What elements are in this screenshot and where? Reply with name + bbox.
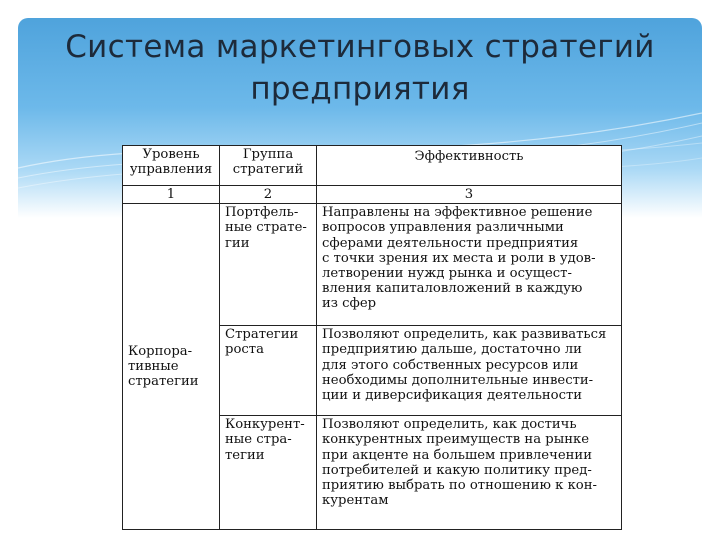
- group-cell: [220, 204, 317, 326]
- group-line: Конкурент-: [225, 417, 305, 433]
- header-group: [220, 146, 317, 186]
- level-line: тивные: [128, 359, 179, 374]
- effect-cell: [317, 326, 622, 416]
- slide-title-line-2: предприятия: [250, 71, 470, 107]
- group-line: Портфель-: [225, 205, 299, 221]
- group-cell: [220, 416, 317, 530]
- effect-line: приятию выбрать по отношению к кон-: [322, 478, 597, 494]
- effect-line: летворении нужд рынка и осущест-: [322, 266, 572, 282]
- effect-line: конкурентных преимуществ на рынке: [322, 432, 590, 448]
- header-effectiveness: Эффективность: [317, 146, 622, 186]
- header-group-line: стратегий: [232, 162, 304, 178]
- level-cell: [123, 204, 220, 530]
- strategy-table: [122, 145, 622, 530]
- effect-line: сферами деятельности предприятия: [322, 235, 579, 251]
- slide-title-line-1: Система маркетинговых стратегий: [65, 29, 655, 65]
- table-header-row: [123, 146, 622, 186]
- effect-line: необходимы дополнительные инвести-: [322, 372, 594, 388]
- effect-cell: [317, 416, 622, 530]
- effect-line: Направлены на эффективное решение: [322, 205, 593, 221]
- effect-line: с точки зрения их места и роли в удов-: [322, 250, 596, 266]
- table-number-row: [123, 186, 622, 204]
- group-line: ные страте-: [225, 220, 307, 236]
- group-cell: [220, 326, 317, 416]
- effect-line: при акценте на большем привлечении: [322, 447, 592, 463]
- column-number: 1: [123, 186, 220, 204]
- effect-cell: [317, 204, 622, 326]
- effect-line: предприятию дальше, достаточно ли: [322, 342, 582, 358]
- header-level-line: управления: [129, 162, 213, 178]
- group-line: роста: [225, 342, 264, 358]
- group-line: Стратегии: [225, 327, 299, 343]
- effect-line: Позволяют определить, как развиваться: [322, 327, 607, 343]
- header-level: [123, 146, 220, 186]
- table-row: [123, 204, 622, 326]
- effect-line: ции и диверсификация деятельности: [322, 388, 583, 404]
- group-line: тегии: [225, 447, 265, 463]
- effect-line: из сфер: [322, 296, 377, 312]
- header-level-line: Уровень: [142, 147, 200, 162]
- effect-line: потребителей и какую политику пред-: [322, 462, 592, 478]
- slide-title: [18, 26, 702, 110]
- effect-line: Позволяют определить, как достичь: [322, 417, 577, 433]
- group-line: гии: [225, 235, 250, 251]
- effect-line: вления капиталовложений в каждую: [322, 281, 583, 297]
- level-line: стратегии: [128, 374, 199, 390]
- effect-line: вопросов управления различными: [322, 220, 564, 236]
- group-line: ные стра-: [225, 432, 292, 448]
- effect-line: для этого собственных ресурсов или: [322, 357, 579, 373]
- header-group-line: Группа: [242, 147, 294, 162]
- column-number: 3: [317, 186, 622, 204]
- column-number: 2: [220, 186, 317, 204]
- effect-line: курентам: [322, 493, 389, 509]
- level-line: Корпора-: [128, 343, 193, 359]
